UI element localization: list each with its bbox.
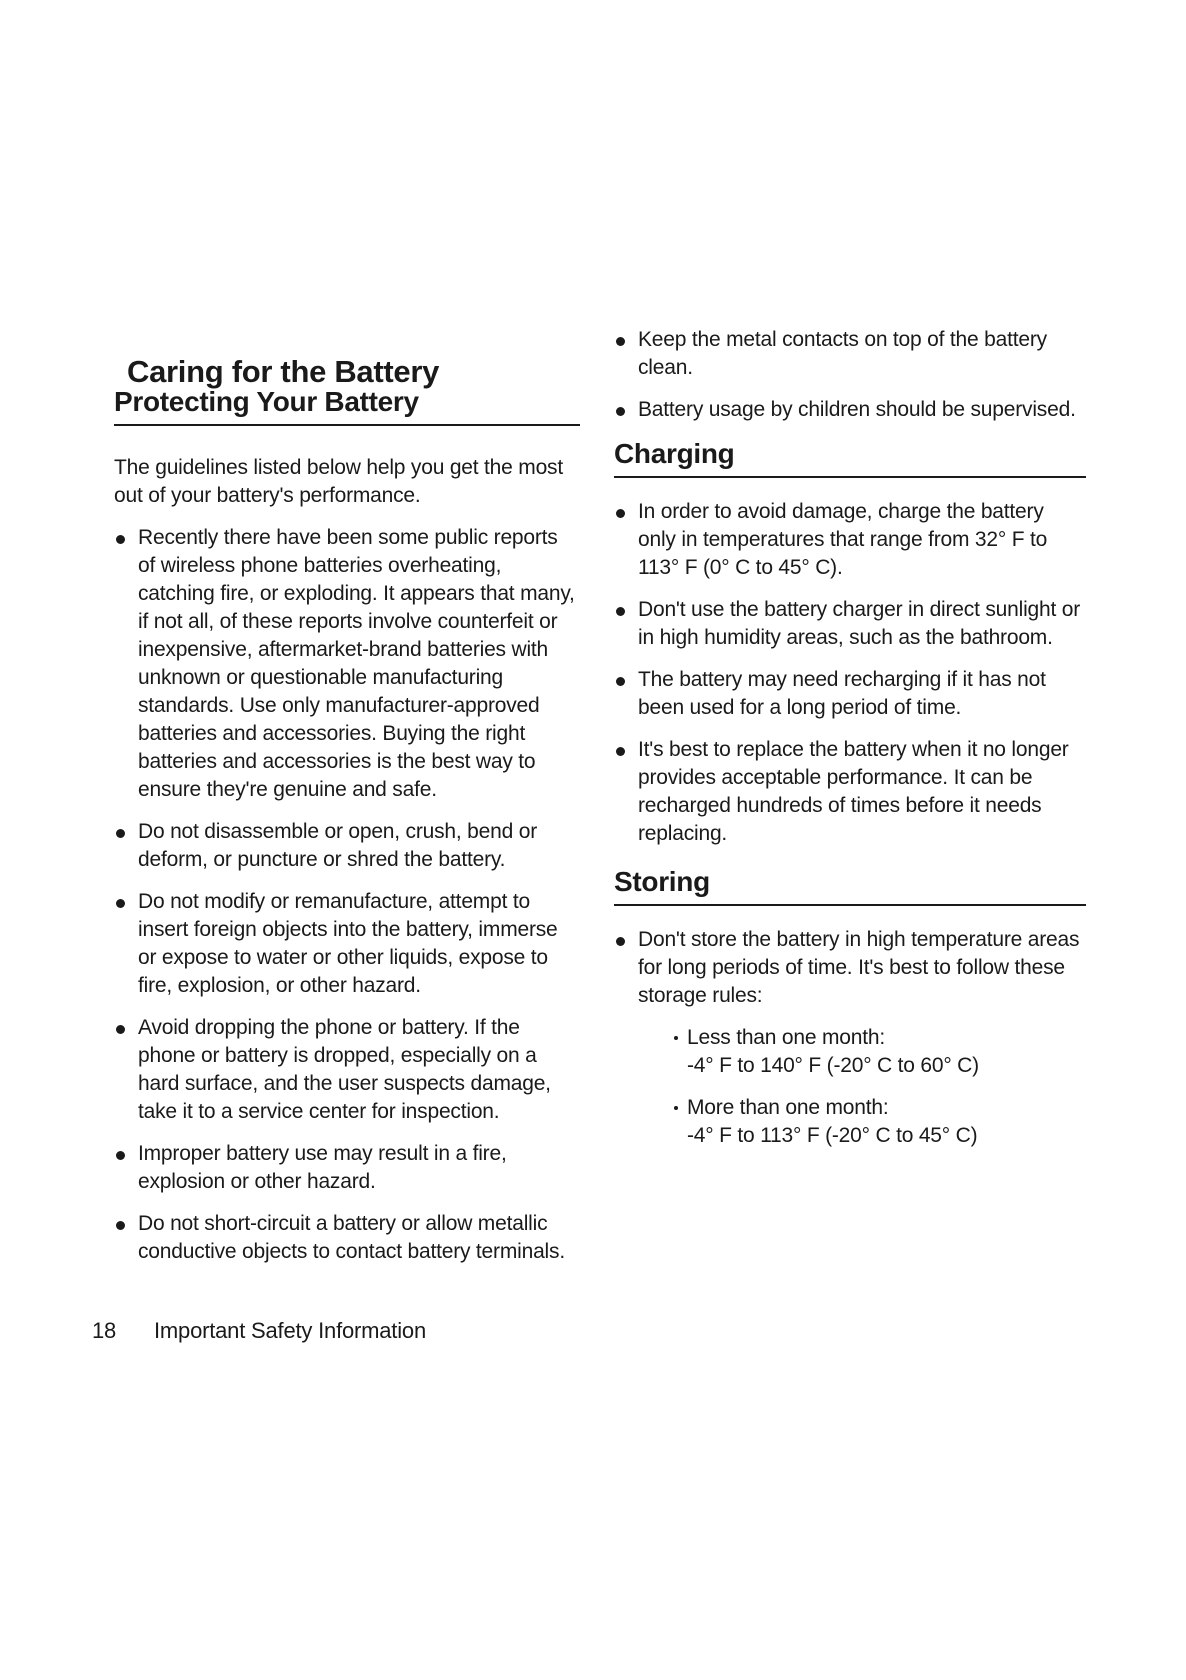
- list-item: Do not short-circuit a battery or allow metallic conductive objects to contact battery terminals.: [114, 1210, 580, 1266]
- list-item: It's best to replace the battery when it no longer provides acceptable performance. It can be recharged hundreds of times before it needs replacing.: [614, 736, 1086, 848]
- protecting-heading: Protecting Your Battery: [114, 386, 419, 417]
- list-item: Avoid dropping the phone or battery. If the phone or battery is dropped, especially on a hard surface, and the user suspects damage, take it to a service center for inspection.: [114, 1014, 580, 1126]
- storage-rule-range: -4° F to 113° F (-20° C to 45° C): [687, 1124, 978, 1147]
- storing-list: [614, 926, 1086, 1150]
- charging-list: [614, 498, 1086, 848]
- storage-rule-label: Less than one month:: [687, 1026, 885, 1049]
- storage-rule: [674, 1094, 1086, 1150]
- continued-list: [614, 326, 1086, 424]
- storage-rule-range: -4° F to 140° F (-20° C to 60° C): [687, 1054, 979, 1077]
- list-item: [614, 926, 1086, 1150]
- list-item: Recently there have been some public reports of wireless phone batteries overheating, catching fire, or exploding. It appears that many, if not all, of these reports involve counterfeit or inexpensive, aftermarket-brand batteries with unknown or questionable manufacturing standards. Use only manufacturer-approved batteries and accessories. Buying the right batteries and accessories is the best way to ensure they're genuine and safe.: [114, 524, 580, 804]
- list-item: Keep the metal contacts on top of the battery clean.: [614, 326, 1086, 382]
- storing-heading: Storing: [614, 866, 710, 897]
- list-item: Don't use the battery charger in direct sunlight or in high humidity areas, such as the bathroom.: [614, 596, 1086, 652]
- page-footer: [92, 1318, 426, 1344]
- footer-section-title: Important Safety Information: [154, 1318, 426, 1343]
- page-number: 18: [92, 1318, 117, 1343]
- list-item: Do not modify or remanufacture, attempt to insert foreign objects into the battery, immerse or expose to water or other liquids, expose to fire, explosion, or other hazard.: [114, 888, 580, 1000]
- charging-heading: Charging: [614, 438, 735, 469]
- storing-bullet-text: Don't store the battery in high temperature areas for long periods of time. It's best to follow these storage rules:: [638, 928, 1080, 1007]
- protecting-list: [114, 524, 580, 1266]
- list-item: Improper battery use may result in a fire, explosion or other hazard.: [114, 1140, 580, 1196]
- storing-heading-rule: [614, 866, 1086, 906]
- storage-rule-label: More than one month:: [687, 1096, 889, 1119]
- storage-rule: [674, 1024, 1086, 1080]
- protecting-heading-rule: [114, 386, 580, 426]
- right-column: [614, 326, 1086, 1150]
- list-item: The battery may need recharging if it has not been used for a long period of time.: [614, 666, 1086, 722]
- left-column: [114, 386, 580, 1266]
- storage-rules: [638, 1024, 1086, 1150]
- list-item: Do not disassemble or open, crush, bend or deform, or puncture or shred the battery.: [114, 818, 580, 874]
- protecting-intro: The guidelines listed below help you get the most out of your battery's performance.: [114, 456, 563, 507]
- list-item: In order to avoid damage, charge the battery only in temperatures that range from 32° F to 113° F (0° C to 45° C).: [614, 498, 1086, 582]
- charging-heading-rule: [614, 438, 1086, 478]
- list-item: Battery usage by children should be supervised.: [614, 396, 1086, 424]
- section-title: Caring for the Battery: [127, 354, 440, 389]
